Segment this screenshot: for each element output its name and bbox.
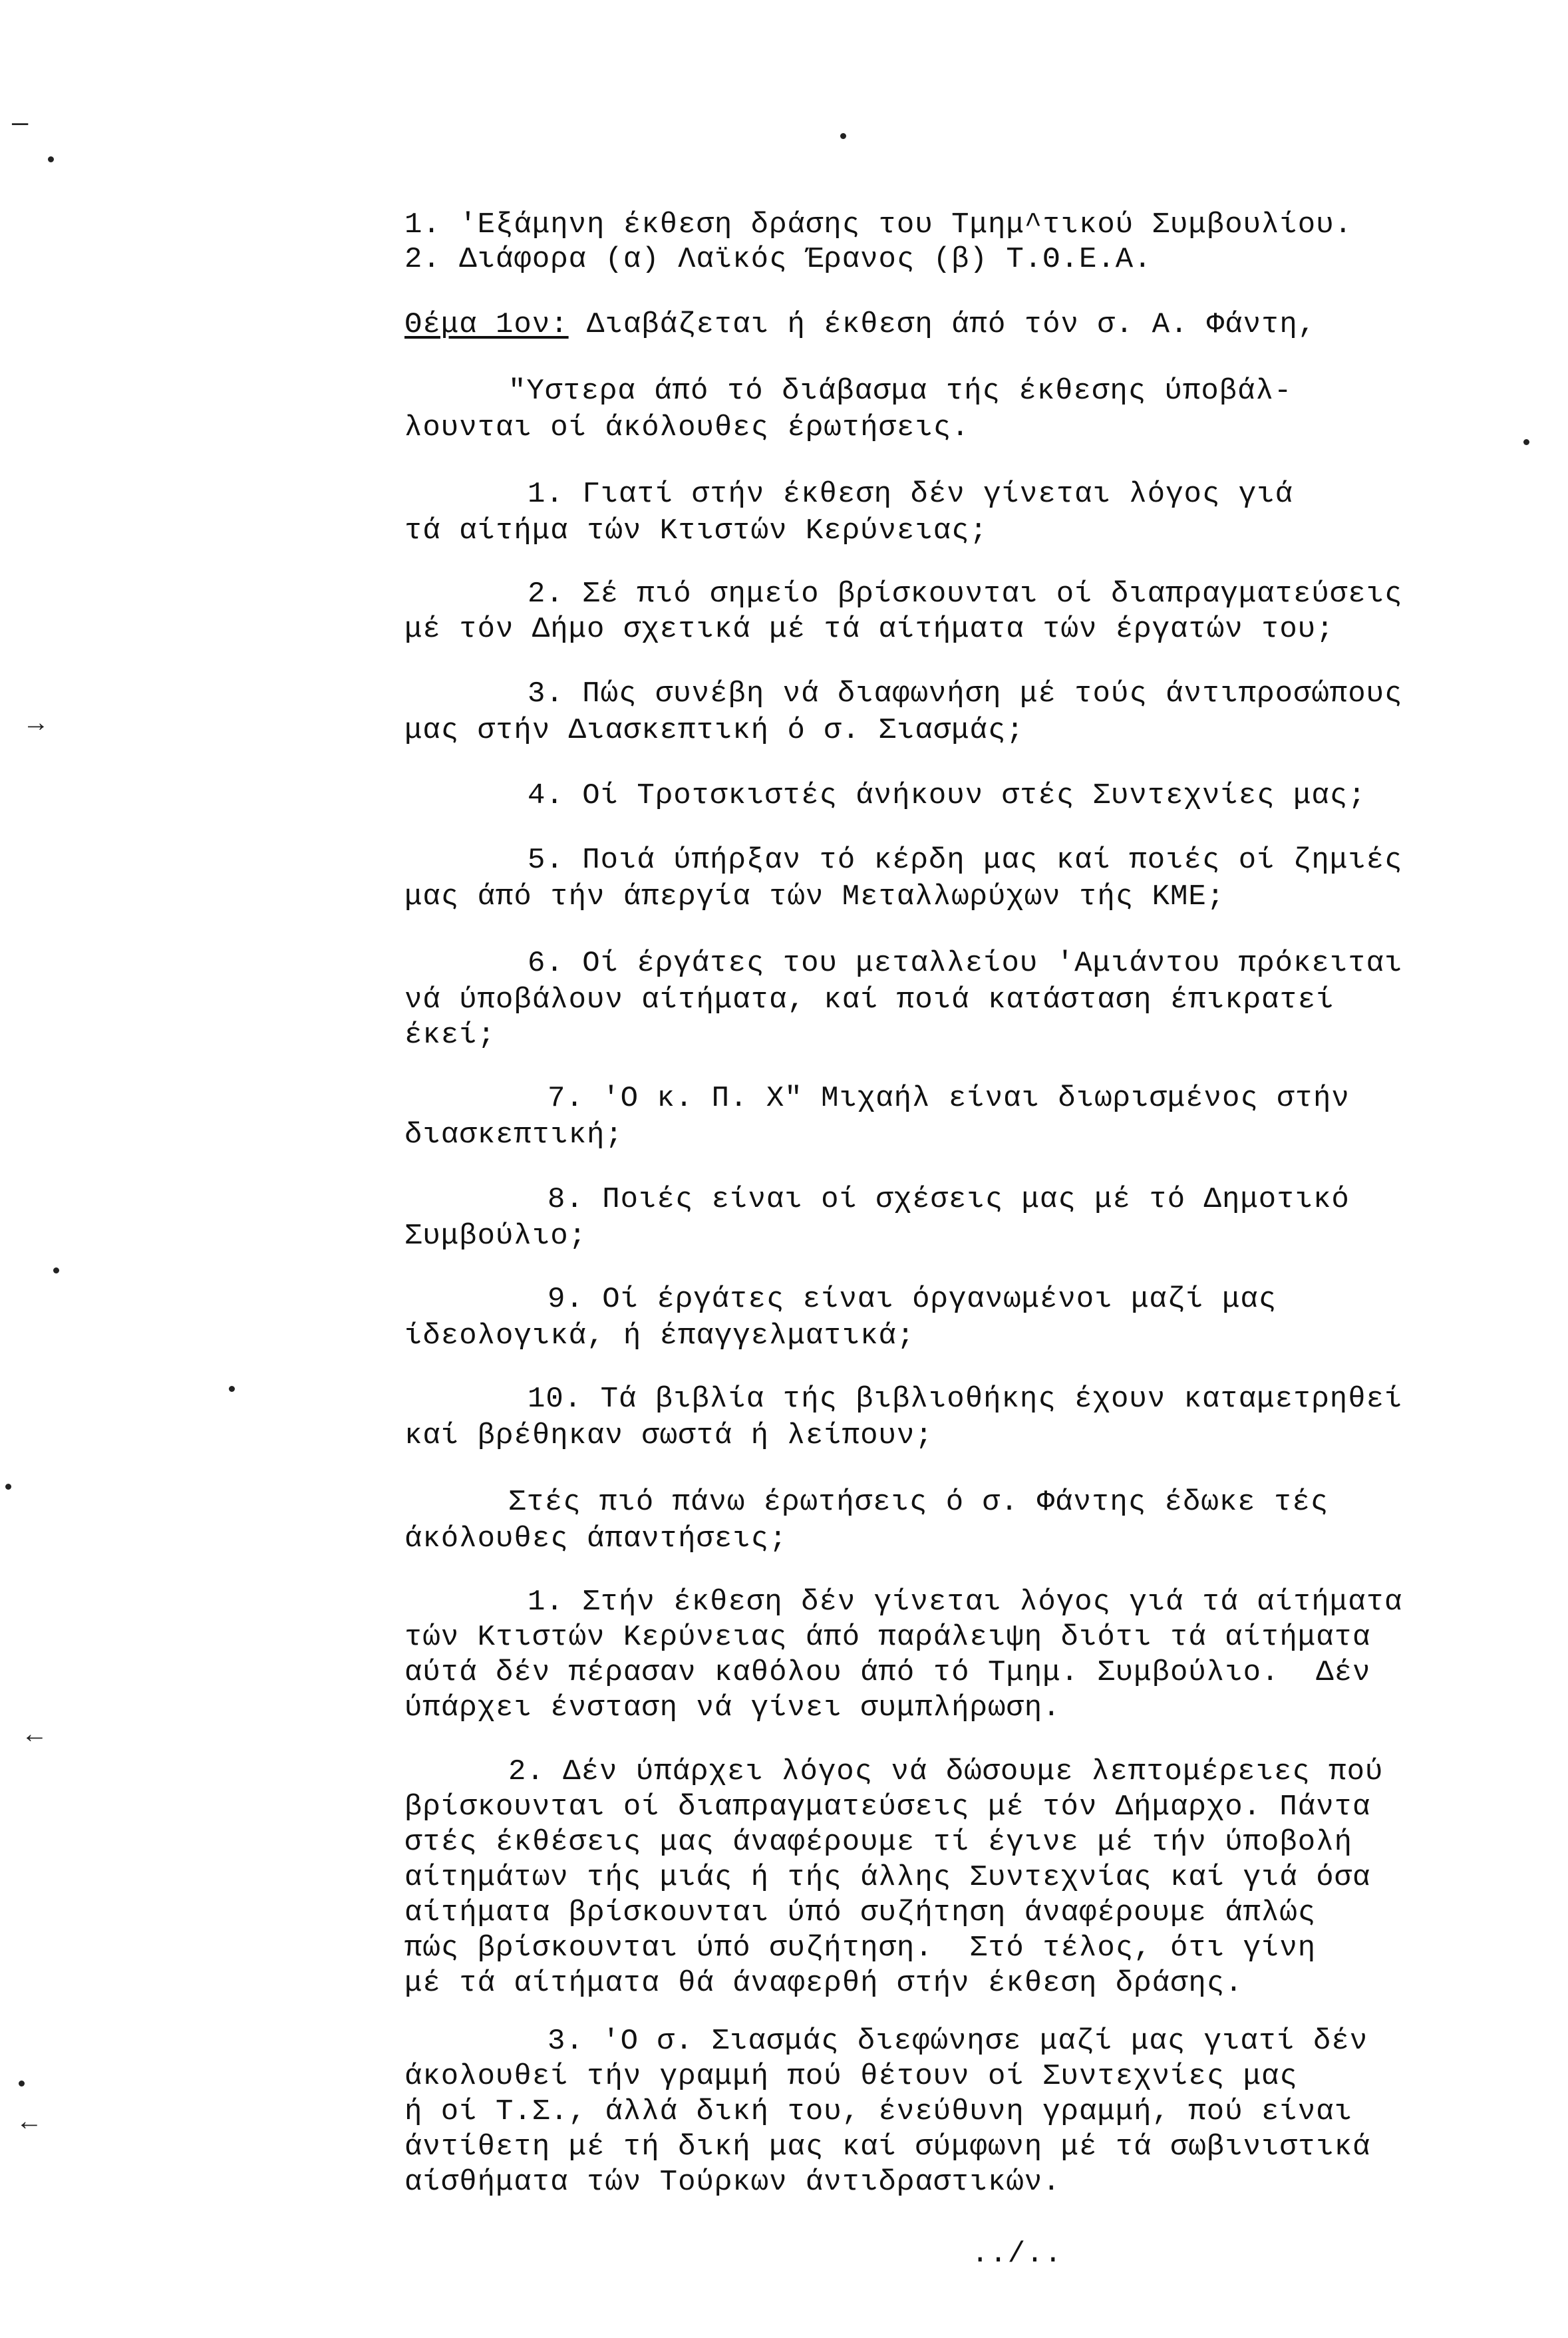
answer-2-line-6: πώς βρίσκουνται ύπό συζήτηση. Στό τέλος, ότι γίνη bbox=[404, 1931, 1317, 1965]
answer-1-line-2: τών Κτιστών Κερύνειας άπό παράλειψη διότι τά αίτήματα bbox=[404, 1621, 1371, 1654]
question-2-line-1: 2. Σέ πιό σημείο βρίσκουνται οί διαπραγματεύσεις bbox=[528, 578, 1403, 611]
question-3-line-2: μας στήν Διασκεπτική ό σ. Σιασμάς; bbox=[404, 714, 1024, 747]
intro-line-1: "Υστερα άπό τό διάβασμα τής έκθεσης ύποβάλ- bbox=[508, 375, 1293, 408]
answer-3-line-5: αίσθήματα τών Τούρκων άντιδραστικών. bbox=[404, 2166, 1061, 2199]
answer-3-line-2: άκολουθεί τήν γραμμή πού θέτουν οί Συντεχνίες μας bbox=[404, 2060, 1298, 2093]
answer-2-line-5: αίτήματα βρίσκουνται ύπό συζήτηση άναφέρουμε άπλώς bbox=[404, 1896, 1317, 1929]
page-continuation: ../.. bbox=[971, 2238, 1063, 2271]
question-3-line-1: 3. Πώς συνέβη νά διαφωνήση μέ τούς άντιπροσώπους bbox=[528, 677, 1403, 711]
answer-2-line-1: 2. Δέν ύπάρχει λόγος νά δώσουμε λεπτομέρειες πού bbox=[508, 1755, 1384, 1788]
question-4-line-1: 4. Οί Τροτσκιστές άνήκουν στές Συντεχνίες μας; bbox=[528, 779, 1366, 812]
agenda-item-2: 2. Διάφορα (α) Λαϊκός Έρανος (β) Τ.Θ.Ε.Α. bbox=[404, 243, 1152, 276]
theme-label: Θέμα 1ον: bbox=[404, 308, 569, 341]
question-8-line-1: 8. Ποιές είναι οί σχέσεις μας μέ τό Δημοτικό bbox=[548, 1183, 1350, 1216]
question-7-line-2: διασκεπτική; bbox=[404, 1118, 623, 1152]
answers-intro-line-2: άκόλουθες άπαντήσεις; bbox=[404, 1522, 788, 1556]
margin-mark-top: ─ bbox=[12, 111, 29, 141]
margin-mark-middle: → bbox=[28, 710, 45, 740]
question-9-line-1: 9. Οί έργάτες είναι όργανωμένοι μαζί μας bbox=[548, 1283, 1277, 1316]
scan-speck bbox=[53, 1267, 59, 1273]
question-5-line-1: 5. Ποιά ύπήρξαν τό κέρδη μας καί ποιές οί ζημιές bbox=[528, 844, 1403, 877]
question-7-line-1: 7. 'Ο κ. Π. Χ" Μιχαήλ είναι διωρισμένος στήν bbox=[548, 1082, 1350, 1115]
agenda-item-1: 1. 'Εξάμηνη έκθεση δράσης του Τμημ^τικού Συμβουλίου. bbox=[404, 208, 1353, 242]
answer-1-line-4: ύπάρχει ένσταση νά γίνει συμπλήρωση. bbox=[404, 1691, 1061, 1725]
question-9-line-2: ίδεολογικά, ή έπαγγελματικά; bbox=[404, 1319, 915, 1353]
scan-speck bbox=[1523, 439, 1529, 445]
scan-speck bbox=[840, 133, 846, 139]
question-10-line-2: καί βρέθηκαν σωστά ή λείπουν; bbox=[404, 1419, 933, 1452]
question-5-line-2: μας άπό τήν άπεργία τών Μεταλλωρύχων τής ΚΜΕ; bbox=[404, 880, 1225, 914]
answer-3-line-3: ή οί Τ.Σ., άλλά δική του, ένεύθυνη γραμμή, πού είναι bbox=[404, 2095, 1353, 2128]
scan-speck bbox=[19, 2081, 25, 2087]
question-6-line-3: έκεί; bbox=[404, 1019, 496, 1052]
margin-mark-bottom: ← bbox=[21, 2108, 38, 2138]
answer-3-line-1: 3. 'Ο σ. Σιασμάς διεφώνησε μαζί μας γιατί δέν bbox=[548, 2025, 1368, 2058]
intro-line-2: λουνται οί άκόλουθες έρωτήσεις. bbox=[404, 411, 970, 444]
answer-2-line-2: βρίσκουνται οί διαπραγματεύσεις μέ τόν Δήμαρχο. Πάντα bbox=[404, 1790, 1371, 1824]
scan-speck bbox=[229, 1386, 235, 1392]
scan-speck bbox=[5, 1484, 11, 1490]
question-1-line-2: τά αίτήμα τών Κτιστών Κερύνειας; bbox=[404, 514, 988, 548]
theme-text: Διαβάζεται ή έκθεση άπό τόν σ. Α. Φάντη, bbox=[568, 308, 1317, 341]
theme-heading bbox=[404, 306, 1316, 343]
answer-2-line-4: αίτημάτων τής μιάς ή τής άλλης Συντεχνίας καί γιά όσα bbox=[404, 1861, 1371, 1894]
margin-mark-lower: ← bbox=[27, 1721, 43, 1751]
answer-1-line-3: αύτά δέν πέρασαν καθόλου άπό τό Τμημ. Συμβούλιο. Δέν bbox=[404, 1656, 1371, 1689]
question-10-line-1: 10. Τά βιβλία τής βιβλιοθήκης έχουν καταμετρηθεί bbox=[528, 1383, 1403, 1416]
scan-speck bbox=[48, 156, 54, 162]
answer-3-line-4: άντίθετη μέ τή δική μας καί σύμφωνη μέ τά σωβινιστικά bbox=[404, 2130, 1371, 2164]
answer-1-line-1: 1. Στήν έκθεση δέν γίνεται λόγος γιά τά αίτήματα bbox=[528, 1586, 1403, 1619]
answer-2-line-3: στές έκθέσεις μας άναφέρουμε τί έγινε μέ τήν ύποβολή bbox=[404, 1826, 1353, 1859]
question-6-line-1: 6. Οί έργάτες του μεταλλείου 'Αμιάντου πρόκειται bbox=[528, 947, 1403, 980]
question-8-line-2: Συμβούλιο; bbox=[404, 1220, 587, 1253]
question-6-line-2: νά ύποβάλουν αίτήματα, καί ποιά κατάσταση έπικρατεί bbox=[404, 983, 1334, 1017]
answers-intro-line-1: Στές πιό πάνω έρωτήσεις ό σ. Φάντης έδωκε τές bbox=[508, 1486, 1329, 1519]
question-1-line-1: 1. Γιατί στήν έκθεση δέν γίνεται λόγος γιά bbox=[528, 478, 1293, 511]
answer-2-line-7: μέ τά αίτήματα θά άναφερθή στήν έκθεση δράσης. bbox=[404, 1967, 1243, 2000]
question-2-line-2: μέ τόν Δήμο σχετικά μέ τά αίτήματα τών έργατών του; bbox=[404, 613, 1334, 646]
